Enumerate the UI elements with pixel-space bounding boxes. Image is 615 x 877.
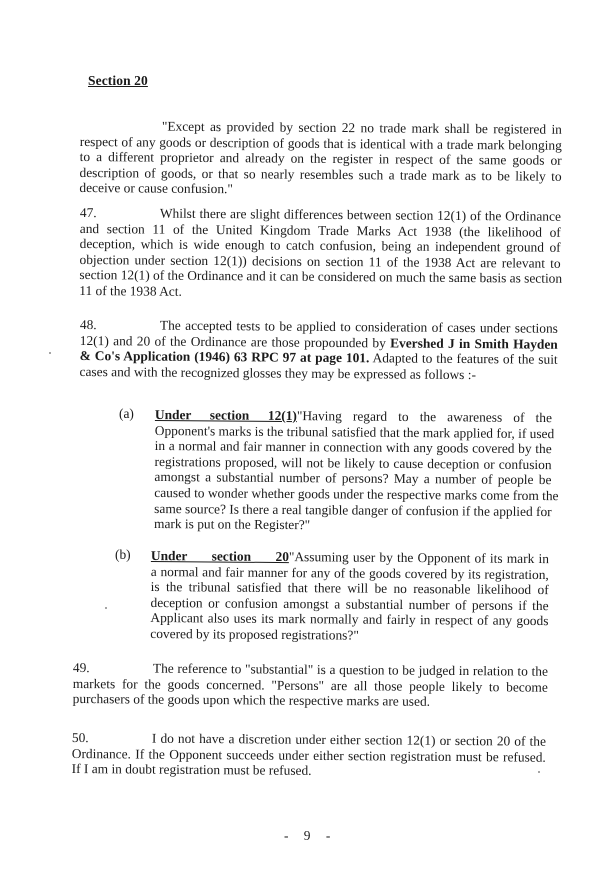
test-line: covered by its proposed registrations?" [150, 625, 359, 643]
test-a: Under section 12(1)"Having regard to the awareness of the Opponent's marks is the tribunal satisfied that the mark applied for, if used in a normal and fair manner in connection with any goods covered by the registrations proposed, will not be likely to cause deception or confusion amongst a substantial number of persons? May a number of people be caused to wonder whether goods under the respective marks come from the same source? Is there a real tangible danger of confusion if the applied for mark is put on the Register?" [154, 407, 552, 535]
test-line: a normal and fair manner for any of the goods covered by its registration, [150, 563, 549, 582]
quote-line: respect of any goods or description of goods that is identical with a trade mark belonging [79, 133, 562, 153]
paragraph-line: If I am in doubt registration must be refused. [71, 761, 312, 779]
paragraph-number: 50. [71, 730, 89, 746]
section-heading: Section 20 [88, 73, 148, 88]
test-line: deception or confusion amongst a substantial number of persons if the [150, 594, 549, 613]
test-line: is the tribunal satisfied that there will be no reasonable likelihood of [150, 579, 549, 598]
test-line: amongst a substantial number of persons? May a number of people be [154, 469, 552, 488]
statute-quote [79, 118, 562, 200]
paragraph-number: 47. [79, 205, 97, 221]
quote-line: description of goods, or that so nearly resembles such a trade mark as to be likely to [79, 164, 562, 184]
paragraph-line: purchasers of the goods upon which the respective marks are used. [72, 691, 431, 709]
test-title: Under section 12(1) [154, 407, 297, 424]
quote-line: "Except as provided by section 22 no trade mark shall be registered in [161, 118, 562, 137]
test-line: in a normal and fair manner in connection with any goods covered by the [154, 438, 552, 457]
test-b: Under section 20"Assuming user by the Opponent of its mark in a normal and fair manner for any of the goods covered by its registration, is the tribunal satisfied that there will be no reasonable likelihood of deception or confusion amongst a substantial number of persons if the Applicant also uses its mark normally and fairly in respect of any goods covered by its proposed registrations?" [150, 548, 549, 645]
paragraph-line: 11 of the 1938 Act. [79, 282, 182, 299]
paragraph-line: and section 11 of the United Kingdom Trade Marks Act 1938 (the likelihood of [79, 220, 561, 240]
test-line: same source? Is there a real tangible danger of confusion if the applied for [154, 500, 552, 519]
paragraph-line: cases and with the recognized glosses they may be expressed as follows :- [79, 363, 477, 382]
paragraph-50: 50. I do not have a discretion under either section 12(1) or section 20 of the Ordinance. If the Opponent succeeds under either section registration must be refused. If I am in doubt registration must be refused. [72, 730, 546, 781]
paragraph-number: 49. [72, 660, 90, 676]
paragraph-number: 48. [79, 317, 97, 333]
paragraph-line: deception, which is wide enough to catch confusion, being an independent ground of [79, 236, 561, 255]
scan-speck [105, 607, 107, 609]
test-line: Applicant also uses its mark normally and fairly in respect of any goods [150, 610, 549, 629]
test-line: caused to wonder whether goods under the respective marks come from the [154, 484, 559, 504]
quote-line: to a different proprietor and already on the register in respect of the same goods or [79, 149, 562, 168]
case-citation: Evershed J in Smith Hayden [390, 335, 558, 352]
paragraph-line: markets for the goods concerned. "Persons" are all those people likely to become [72, 675, 548, 695]
paragraph-47: 47. Whilst there are slight differences between section 12(1) of the Ordinance and section 11 of the United Kingdom Trade Marks Act 1938 (the likelihood of deception, which is wide enough to catch confusion, being an independent ground of objection under section 12(1)) decisions on section 11 of the 1938 Act are relevant to section 12(1) of the Ordinance and it can be considered on much the same basis as section 11 of the 1938 Act. [79, 205, 561, 302]
paragraph-line: section 12(1) of the Ordinance and it can be considered on much the same basis as section [79, 267, 563, 287]
paragraph-48: 48. The accepted tests to be applied to consideration of cases under sections 12(1) and 20 of the Ordinance are those propounded by Evershed J in Smith Hayden & Co's Application (1946) 63 RPC 97 at page 101. Adapted to the features of the suit cases and with the recognized glosses they may be expressed as follows :- [79, 317, 558, 382]
quote-line: deceive or cause confusion." [79, 180, 233, 197]
test-label-a: (a) [119, 406, 134, 421]
test-line: mark is put on the Register?" [154, 516, 311, 533]
test-line: Opponent's marks is the tribunal satisfied that the mark applied for, if used [154, 422, 555, 441]
scan-speck [49, 352, 51, 354]
scan-speck [538, 771, 540, 773]
paragraph-line: Ordinance. If the Opponent succeeds under either section registration must be refused. [71, 745, 546, 765]
paragraph-line: objection under section 12(1)) decisions on section 11 of the 1938 Act are relevant to [79, 251, 561, 271]
test-label-b: (b) [115, 547, 131, 562]
test-title: Under section 20 [150, 548, 289, 565]
case-citation: & Co's Application (1946) 63 RPC 97 at page 101. [79, 348, 370, 366]
page-number: - 9 - [284, 828, 337, 843]
paragraph-49: 49. The reference to "substantial" is a question to be judged in relation to the markets for the goods concerned. "Persons" are all those people likely to become purchasers of the goods upon which the respective marks are used. [72, 660, 548, 709]
test-line: registrations proposed, will not be likely to cause deception or confusion [154, 453, 552, 472]
